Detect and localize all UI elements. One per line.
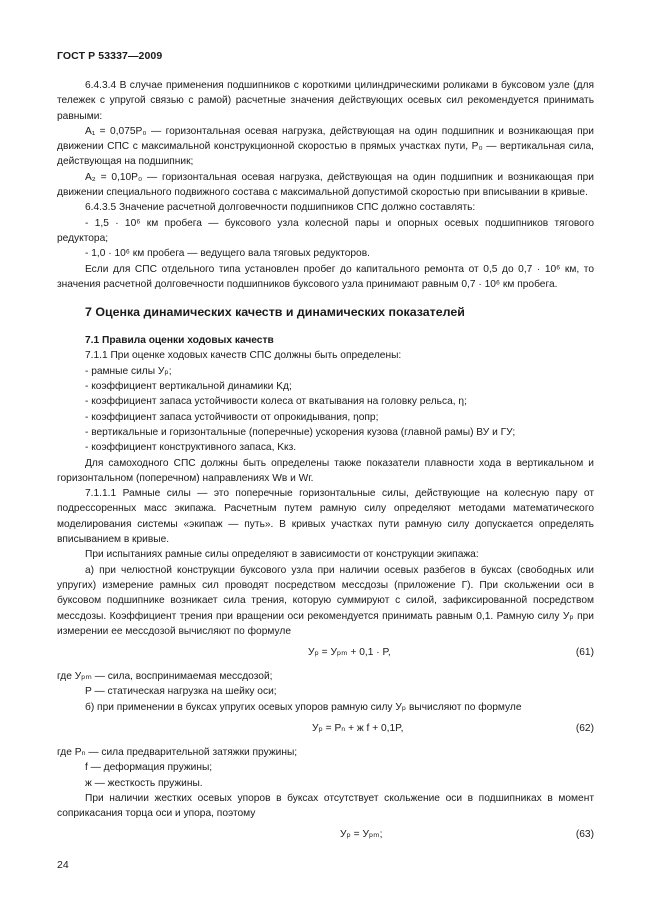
page-number: 24: [57, 859, 69, 871]
subsection-heading-7-1: 7.1 Правила оценки ходовых качеств: [85, 335, 274, 347]
list-item-vertical-dynamics: - коэффициент вертикальной динамики Kд;: [85, 381, 292, 393]
where-force-messdoza: где Уₚₘ — сила, воспринимаемая мессдозой;: [57, 671, 273, 683]
formula-63: [57, 821, 594, 851]
list-item-accelerations: - вертикальные и горизонтальные (поперечные) ускорения кузова (главной рамы) ВУ и ГУ;: [85, 426, 516, 438]
paragraph-rigid-stops: При наличии жестких осевых упоров в буксах отсутствует скольжение оси в подшипниках в момент соприкасания торца оси и упора, поэтому: [57, 792, 594, 820]
paragraph-a1: A₁ = 0,075P₀ — горизонтальная осевая нагрузка, действующая на один подшипник и возникающая при движении СПС с максимальной конструкционной скоростью в прямых участках пути, P₀ — вертикальная сила, действующая на подшипник;: [57, 125, 594, 168]
formula-62: [57, 715, 594, 745]
where-spring-deformation: f — деформация пружины;: [85, 762, 213, 774]
paragraph-overhaul: Если для СПС отдельного типа установлен пробег до капитального ремонта от 0,5 до 0,7 · 10⁶ км, то значения расчетной долговечности подшипников буксового узла принимают равным 0,7 · 10⁶ км пробега.: [57, 263, 594, 290]
paragraph-ride-quality: Для самоходного СПС должны быть определены также показатели плавности хода в вертикальном и горизонтальном (поперечном) направлениях Wв и Wг.: [57, 457, 594, 484]
paragraph-case-a: а) при челюстной конструкции буксового узла при наличии осевых разбегов в буксах (свободных или упругих) измерение рамных сил проводят посредством мессдозы (приложение Г). При скольжении оси в буксовом подшипнике возникает сила трения, которую суммируют с силой, зафиксированной посредством мессдозы. Коэффициент трения при вращении оси рекомендуется принимать равным 0,1. Рамную силу Уₚ при измерении ее мессдозой вычисляют по формуле: [57, 564, 594, 637]
list-item-derailment-stability: - коэффициент запаса устойчивости колеса от вкатывания на головку рельса, η;: [85, 396, 467, 408]
formula-61-number: (61): [575, 647, 594, 659]
where-spring-stiffness: ж — жесткость пружины.: [85, 777, 203, 789]
paragraph-6-4-3-5: 6.4.3.5 Значение расчетной долговечности подшипников СПС должно составлять:: [85, 202, 476, 214]
where-static-load: P — статическая нагрузка на шейку оси;: [85, 686, 277, 698]
paragraph-7-1-1: 7.1.1 При оценке ходовых качеств СПС должны быть определены:: [85, 350, 402, 362]
page-content: [57, 78, 594, 851]
formula-61: [57, 639, 594, 669]
paragraph-testing: При испытаниях рамные силы определяют в зависимости от конструкции экипажа:: [85, 549, 479, 561]
formula-63-text: Уₚ = Уₚₘ;: [340, 829, 383, 841]
paragraph-a2: A₂ = 0,10P₀ — горизонтальная осевая нагрузка, действующая на один подшипник и возникающая при движении специального подвижного состава с максимальной допустимой скоростью при вписывании в кривые.: [57, 171, 594, 199]
section-heading-7: 7 Оценка динамических качеств и динамических показателей: [85, 305, 465, 320]
where-preload-force: где Pₙ — сила предварительной затяжки пружины;: [57, 746, 298, 758]
formula-63-number: (63): [575, 829, 594, 841]
list-item-frame-forces: - рамные силы Уₚ;: [85, 365, 172, 377]
list-item-overturn-stability: - коэффициент запаса устойчивости от опрокидывания, ηопр;: [85, 411, 379, 423]
list-item-design-margin: - коэффициент конструктивного запаса, Kкз.: [85, 442, 297, 454]
list-item-bearing-1: - 1,5 · 10⁶ км пробега — буксового узла колесной пары и опорных осевых подшипников тягового редуктора;: [57, 217, 594, 244]
formula-62-number: (62): [575, 722, 594, 734]
paragraph-7-1-1-1: 7.1.1.1 Рамные силы — это поперечные горизонтальные силы, действующие на колесную пару от подрессоренных масс экипажа. Расчетным путем рамную силу определяют методами математического моделирования системы «экипаж — путь». В кривых участках пути рамную силу допускается определять вписыванием в кривые.: [57, 488, 594, 546]
formula-62-text: Уₚ = Pₙ + ж f + 0,1P,: [312, 722, 404, 734]
formula-61-text: Уₚ = Уₚₘ + 0,1 · P,: [308, 647, 391, 659]
standard-header: ГОСТ Р 53337—2009: [57, 50, 163, 62]
paragraph-6-4-3-4: 6.4.3.4 В случае применения подшипников с короткими цилиндрическими роликами в буксовом узле (для тележек с упругой связью с рамой) расчетные значения действующих осевых сил рекомендуется принимать равными:: [57, 80, 594, 122]
paragraph-case-b: б) при применении в буксах упругих осевых упоров рамную силу Уₚ вычисляют по формуле: [85, 701, 522, 713]
list-item-bearing-2: - 1,0 · 10⁶ км пробега — ведущего вала тяговых редукторов.: [85, 248, 370, 260]
